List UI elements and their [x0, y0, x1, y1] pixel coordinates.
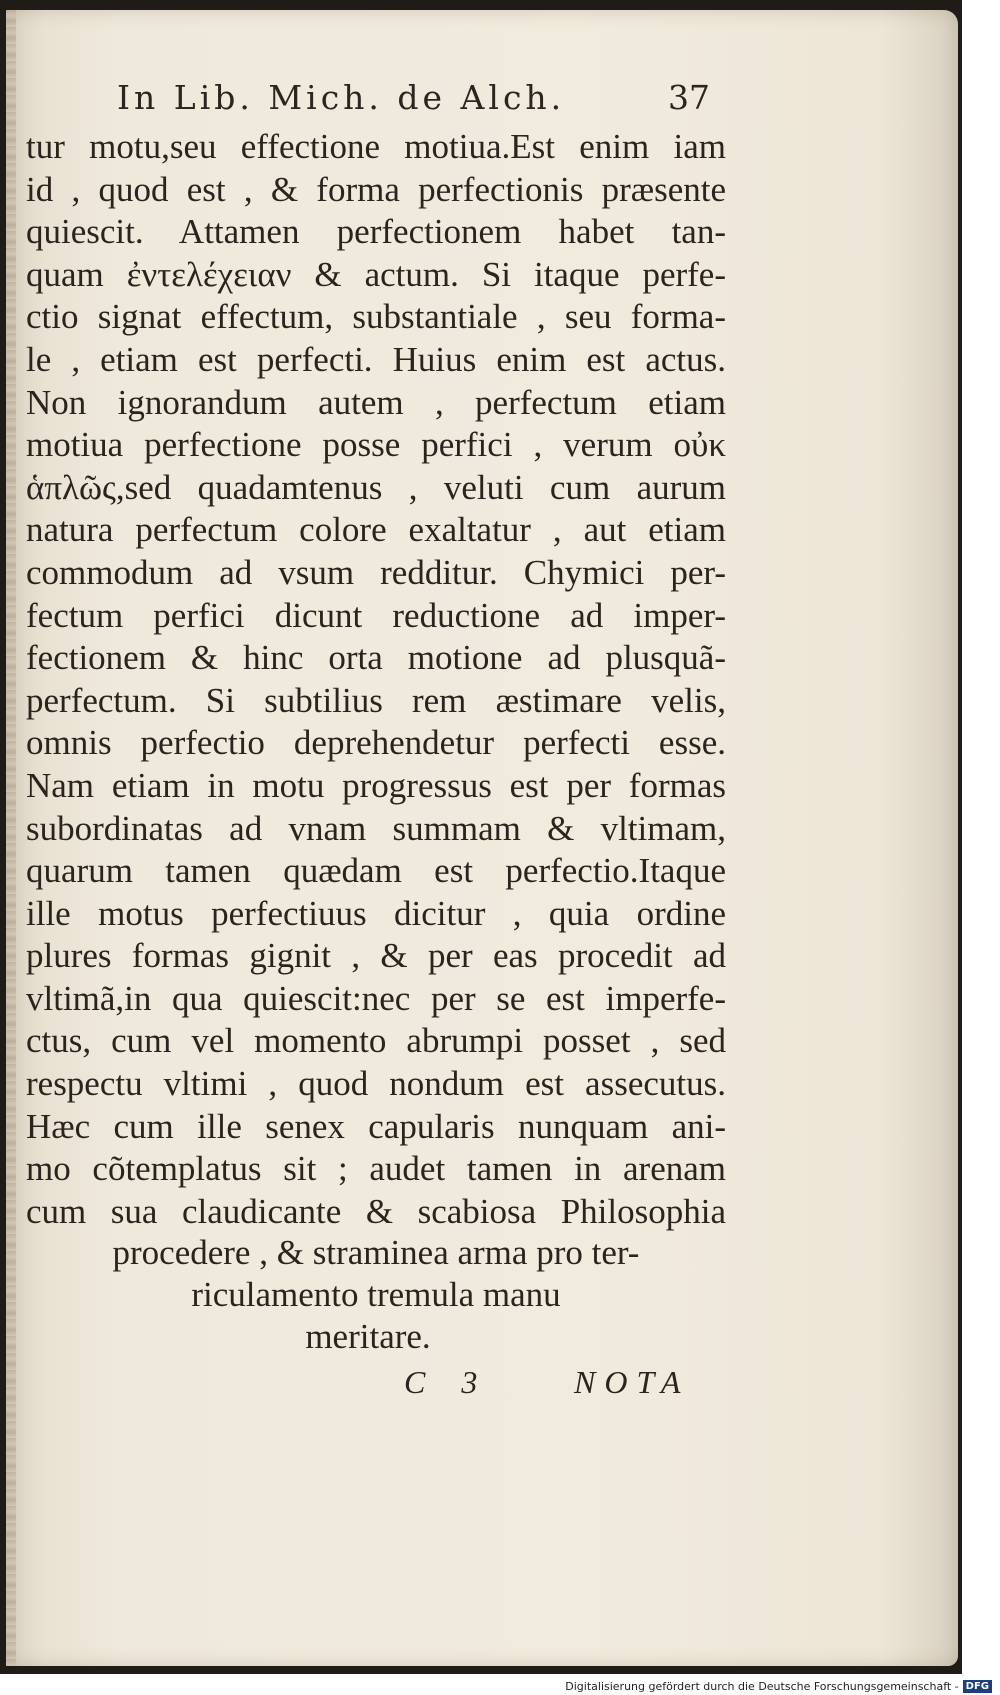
text-line: quam ἐντελέχειαν & actum. Si itaque perfe- [26, 254, 726, 294]
page-number: 37 [668, 78, 710, 117]
closing-line-3: meritare. [305, 1317, 431, 1356]
credit-text: Digitalisierung gefördert durch die Deutsche Forschungsgemeinschaft - [565, 1679, 959, 1693]
text-line: ἁπλῶς,sed quadamtenus , veluti cum aurum [26, 467, 726, 507]
text-line: fectum perfici dicunt reductione ad imper- [26, 595, 726, 635]
text-line: le , etiam est perfecti. Huius enim est actus. [26, 339, 726, 379]
text-line: respectu vltimi , quod nondum est assecutus. [26, 1064, 726, 1104]
digitization-credit [565, 1680, 992, 1694]
text-line: motiua perfectione posse perfici , verum οὐκ [26, 425, 726, 465]
catchword: NOTA [574, 1364, 690, 1400]
text-line: fectionem & hinc orta motione ad plusquã- [26, 638, 726, 678]
text-line: plures formas gignit , & per eas procedit ad [26, 936, 726, 976]
text-line: ctio signat effectum, substantiale , seu forma- [26, 297, 726, 337]
signature-mark: C 3 [404, 1364, 492, 1400]
text-line: perfectum. Si subtilius rem æstimare velis, [26, 680, 726, 720]
text-line: quarum tamen quædam est perfectio.Itaque [26, 851, 726, 891]
text-line: ctus, cum vel momento abrumpi posset , sed [26, 1021, 726, 1061]
text-line: Non ignorandum autem , perfectum etiam [26, 382, 726, 422]
running-title: In Lib. Mich. de Alch. [117, 78, 566, 117]
closing-line-1: procedere , & straminea arma pro ter- [112, 1233, 640, 1272]
text-line: natura perfectum colore exaltatur , aut etiam [26, 510, 726, 550]
text-line: id , quod est , & forma perfectionis præsente [26, 169, 726, 209]
text-line: subordinatas ad vnam summam & vltimam, [26, 808, 726, 848]
text-line: omnis perfectio deprehendetur perfecti esse. [26, 723, 726, 763]
main-text-block [26, 126, 726, 1233]
text-line: mo cõtemplatus sit ; audet tamen in arenam [26, 1149, 726, 1189]
text-line: cum sua claudicante & scabiosa Philosophia [26, 1191, 726, 1231]
text-line: Nam etiam in motu progressus est per formas [26, 765, 726, 805]
page-gutter [6, 10, 16, 1666]
text-line: Hæc cum ille senex capularis nunquam ani- [26, 1106, 726, 1146]
text-line: commodum ad vsum redditur. Chymici per- [26, 552, 726, 592]
text-line: tur motu,seu effectione motiua.Est enim iam [26, 127, 726, 166]
text-line: ille motus perfectiuus dicitur , quia ordine [26, 893, 726, 933]
dfg-logo: DFG [963, 1680, 992, 1693]
closing-line-2: riculamento tremula manu [191, 1275, 561, 1314]
text-line: quiescit. Attamen perfectionem habet tan- [26, 212, 726, 252]
text-line: vltimã,in qua quiescit:nec per se est imperfe- [26, 978, 726, 1018]
